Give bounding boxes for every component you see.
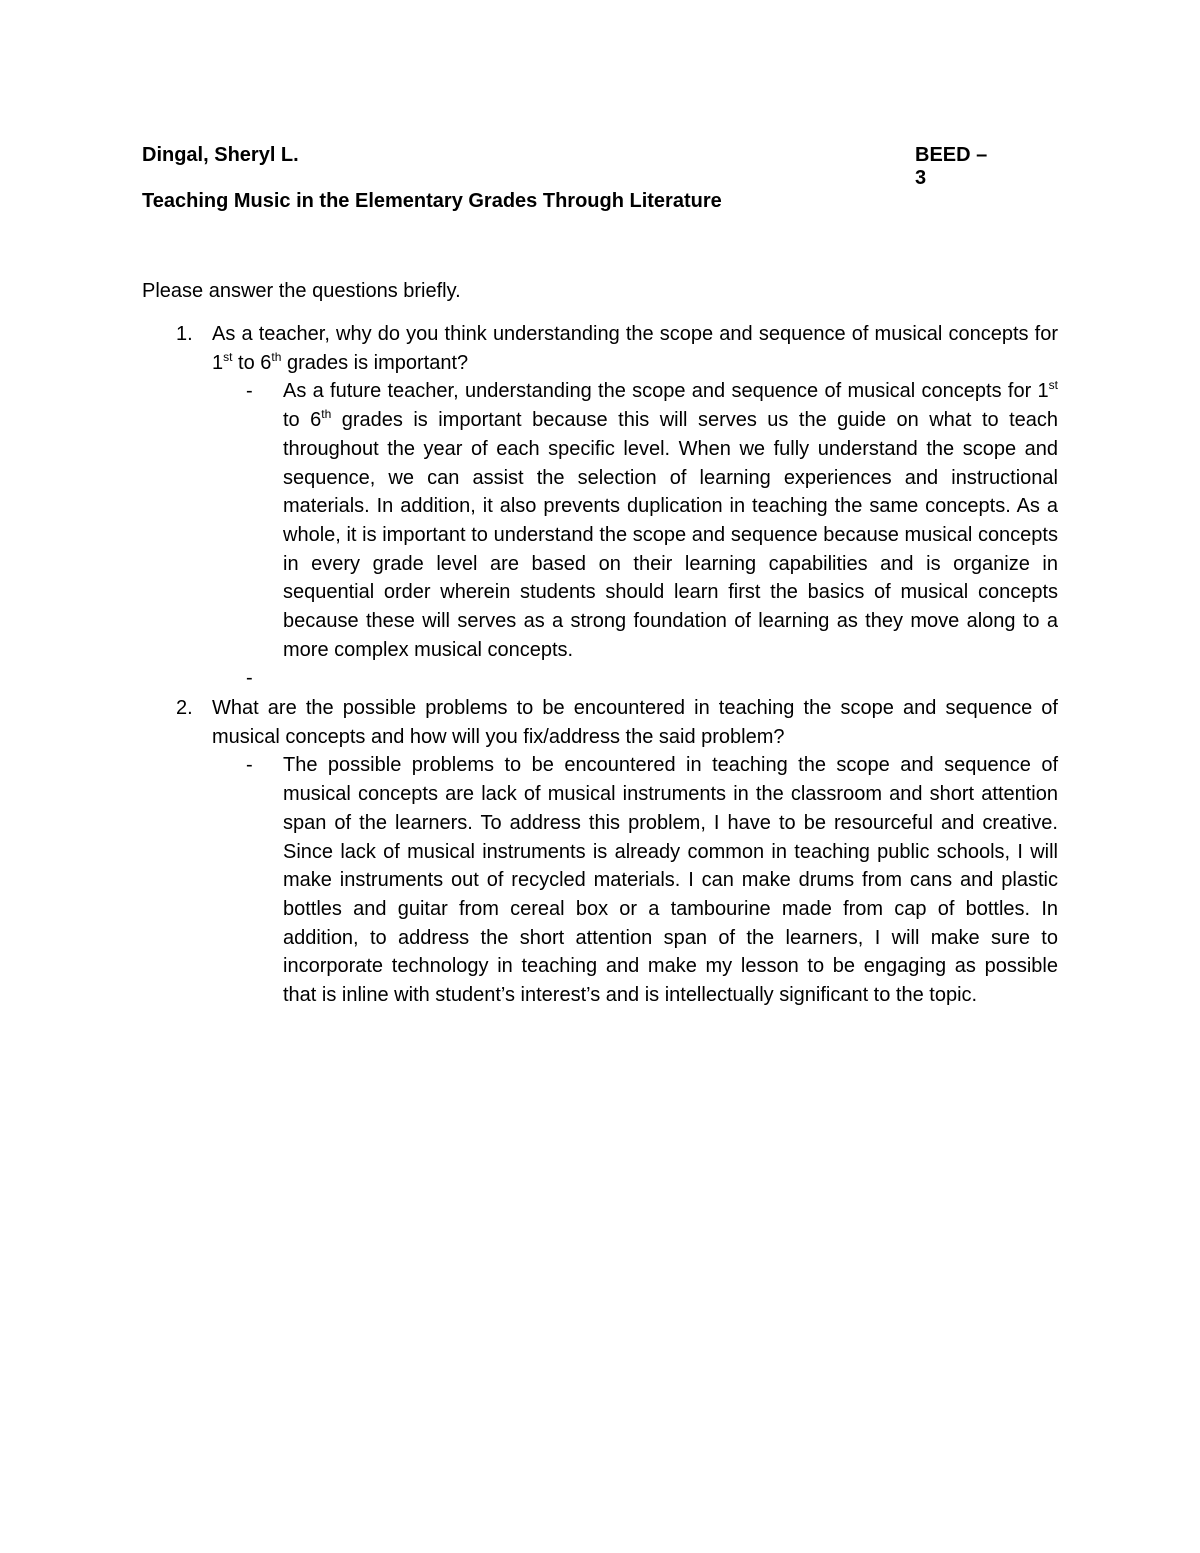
answer-text-part: The possible problems to be encountered in teaching the scope and sequence of musical concepts are lack of musical instruments in the classroom and short attention span of the learners. To address this problem, I have to be resourceful and creative. Since lack of musical instruments is already common in teaching public schools, I will make instruments out of recycled materials. I can make drums from cans and plastic bottles and guitar from cereal box or a tambourine made from cap of bottles. In addition, to address the short attention span of the learners, I will make sure to incorporate technology in teaching and make my lesson to be engaging as possible that is inline with student’s interest’s and is intellectually significant to the topic. [283, 754, 1058, 1007]
ordinal-suffix: st [1048, 378, 1058, 393]
question-text-part: grades is important? [281, 351, 469, 374]
answer-text-part: grades is important because this will serves us the guide on what to teach throughout the year of each specific level. When we fully understand the scope and sequence, we can assist the selection of learning experiences and instructional materials. In addition, it also prevents duplication in teaching the same concepts. As a whole, it is important to understand the scope and sequence because musical concepts in every grade level are based on their learning capabilities and is organize in sequential order wherein students should learn first the basics of musical concepts because these will serves as a strong foundation of learning as they move along to a more complex musical concepts. [283, 409, 1059, 661]
empty-bullet [142, 664, 1058, 693]
question-number: 1. [176, 323, 193, 345]
answer-text [142, 751, 1058, 1009]
class-section: BEED – 3 [915, 144, 988, 189]
question-block-1 [142, 320, 1058, 693]
question-text [142, 320, 1058, 377]
ordinal-suffix: th [271, 349, 282, 364]
ordinal-suffix: th [321, 407, 332, 422]
bullet-dash: - [246, 667, 253, 690]
student-name: Dingal, Sheryl L. [142, 144, 299, 166]
instructions: Please answer the questions briefly. [142, 280, 461, 302]
question-text [142, 694, 1058, 751]
question-text-part: As a teacher, why do you think understanding the scope and sequence of musical concepts for 1 [212, 323, 1058, 374]
header-row [142, 144, 998, 189]
answer-text [142, 377, 1058, 664]
ordinal-suffix: st [223, 349, 233, 364]
bullet-dash: - [246, 754, 253, 777]
question-text-part: to 6 [232, 351, 272, 374]
answer-text-part: to 6 [283, 409, 322, 432]
answer-text-part: As a future teacher, understanding the scope and sequence of musical concepts for 1 [283, 380, 1049, 403]
question-text-part: What are the possible problems to be encountered in teaching the scope and sequence of musical concepts and how will you fix/address the said problem? [212, 697, 1058, 748]
question-number: 2. [176, 697, 193, 719]
bullet-dash: - [246, 380, 253, 403]
course-title: Teaching Music in the Elementary Grades Through Literature [142, 190, 722, 212]
question-block-2 [142, 694, 1058, 1010]
